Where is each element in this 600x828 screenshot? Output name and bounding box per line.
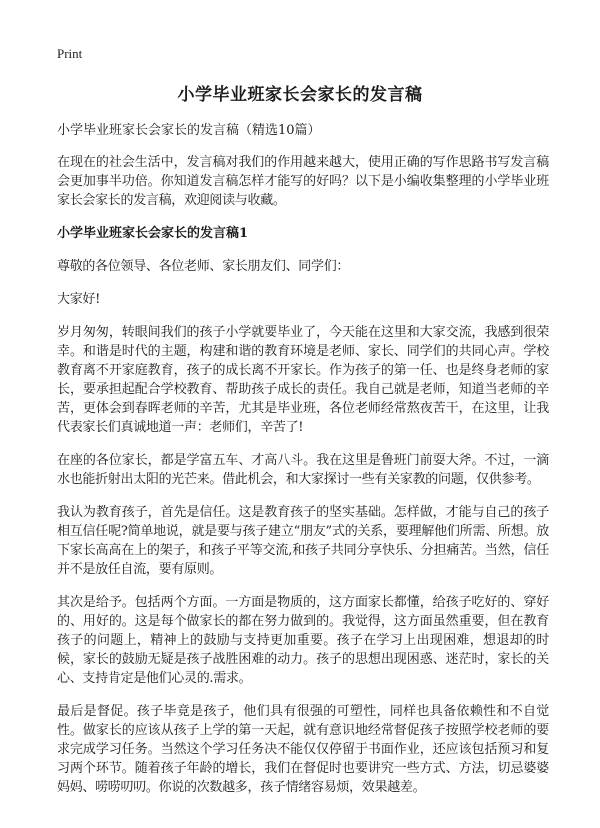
intro-paragraph: 在现在的社会生活中，发言稿对我们的作用越来越大，使用正确的写作思路书写发言稿会更加事半功倍。你知道发言稿怎样才能写的好吗？以下是小编收集整理的小学毕业班家长会家长的发言稿，欢迎阅读与收藏。 [57, 155, 549, 208]
body-paragraph: 最后是督促。孩子毕竟是孩子，他们具有很强的可塑性，同样也具备依赖性和不自觉性。做家长的应该从孩子上学的第一天起，就有意识地经常督促孩子按照学校老师的要求完成学习任务。当然这个学习任务决不能仅仅停留于书面作业，还应该包括预习和复习两个环节。随着孩子年龄的增长，我们在督促时也要讲究一些方式、方法，切忌婆婆妈妈、唠唠叨叨。你说的次数越多，孩子情绪容易烦，效果越差。 [57, 704, 549, 795]
document-body [57, 121, 549, 811]
print-link[interactable]: Print [57, 46, 83, 61]
body-paragraph: 我认为教育孩子，首先是信任。这是教育孩子的坚实基础。怎样做，才能与自己的孩子相互信任呢?简单地说，就是要与孩子建立“朋友”式的关系，要理解他们所需、所想。放下家长高高在上的架子，和孩子平等交流,和孩子共同分享快乐、分担痛苦。当然，信任并不是放任自流，要有原则。 [57, 505, 549, 577]
hello-paragraph: 大家好! [57, 292, 101, 307]
body-paragraph: 岁月匆匆，转眼间我们的孩子小学就要毕业了，今天能在这里和大家交流，我感到很荣幸。和谐是时代的主题，构建和谐的教育环境是老师、家长、同学们的共同心声。学校教育离不开家庭教育，孩子的成长离不开家长。作为孩子的第一任、也是终身老师的家长，要承担起配合学校教育、帮助孩子成长的责任。我自己就是老师，知道当老师的辛苦，更体会到春晖老师的辛苦，尤其是毕业班，各位老师经常熬夜苦干，在这里，让我代表家长们真诚地道一声：老师们，辛苦了! [57, 325, 549, 435]
body-paragraph: 在座的各位家长，都是学富五车、才高八斗。我在这里是鲁班门前耍大斧。不过，一滴水也能折射出太阳的光芒来。借此机会，和大家探讨一些有关家教的问题，仅供参考。 [57, 453, 549, 487]
document-subtitle: 小学毕业班家长会家长的发言稿（精选10篇） [57, 123, 321, 138]
body-paragraph: 其次是给予。包括两个方面。一方面是物质的，这方面家长都懂，给孩子吃好的、穿好的、用好的。这是每个做家长的都在努力做到的。我觉得，这方面虽然重要，但在教育孩子的问题上，精神上的鼓励与支持更加重要。孩子在学习上出现困难，想退却的时候，家长的鼓励无疑是孩子战胜困难的动力。孩子的思想出现困惑、迷茫时，家长的关心、支持肯定是他们心灵的.需求。 [57, 595, 549, 686]
page-title: 小学毕业班家长会家长的发言稿 [177, 85, 423, 105]
section-heading: 小学毕业班家长会家长的发言稿1 [57, 226, 249, 241]
greeting-paragraph: 尊敬的各位领导、各位老师、家长朋友们、同学们： [57, 259, 350, 274]
